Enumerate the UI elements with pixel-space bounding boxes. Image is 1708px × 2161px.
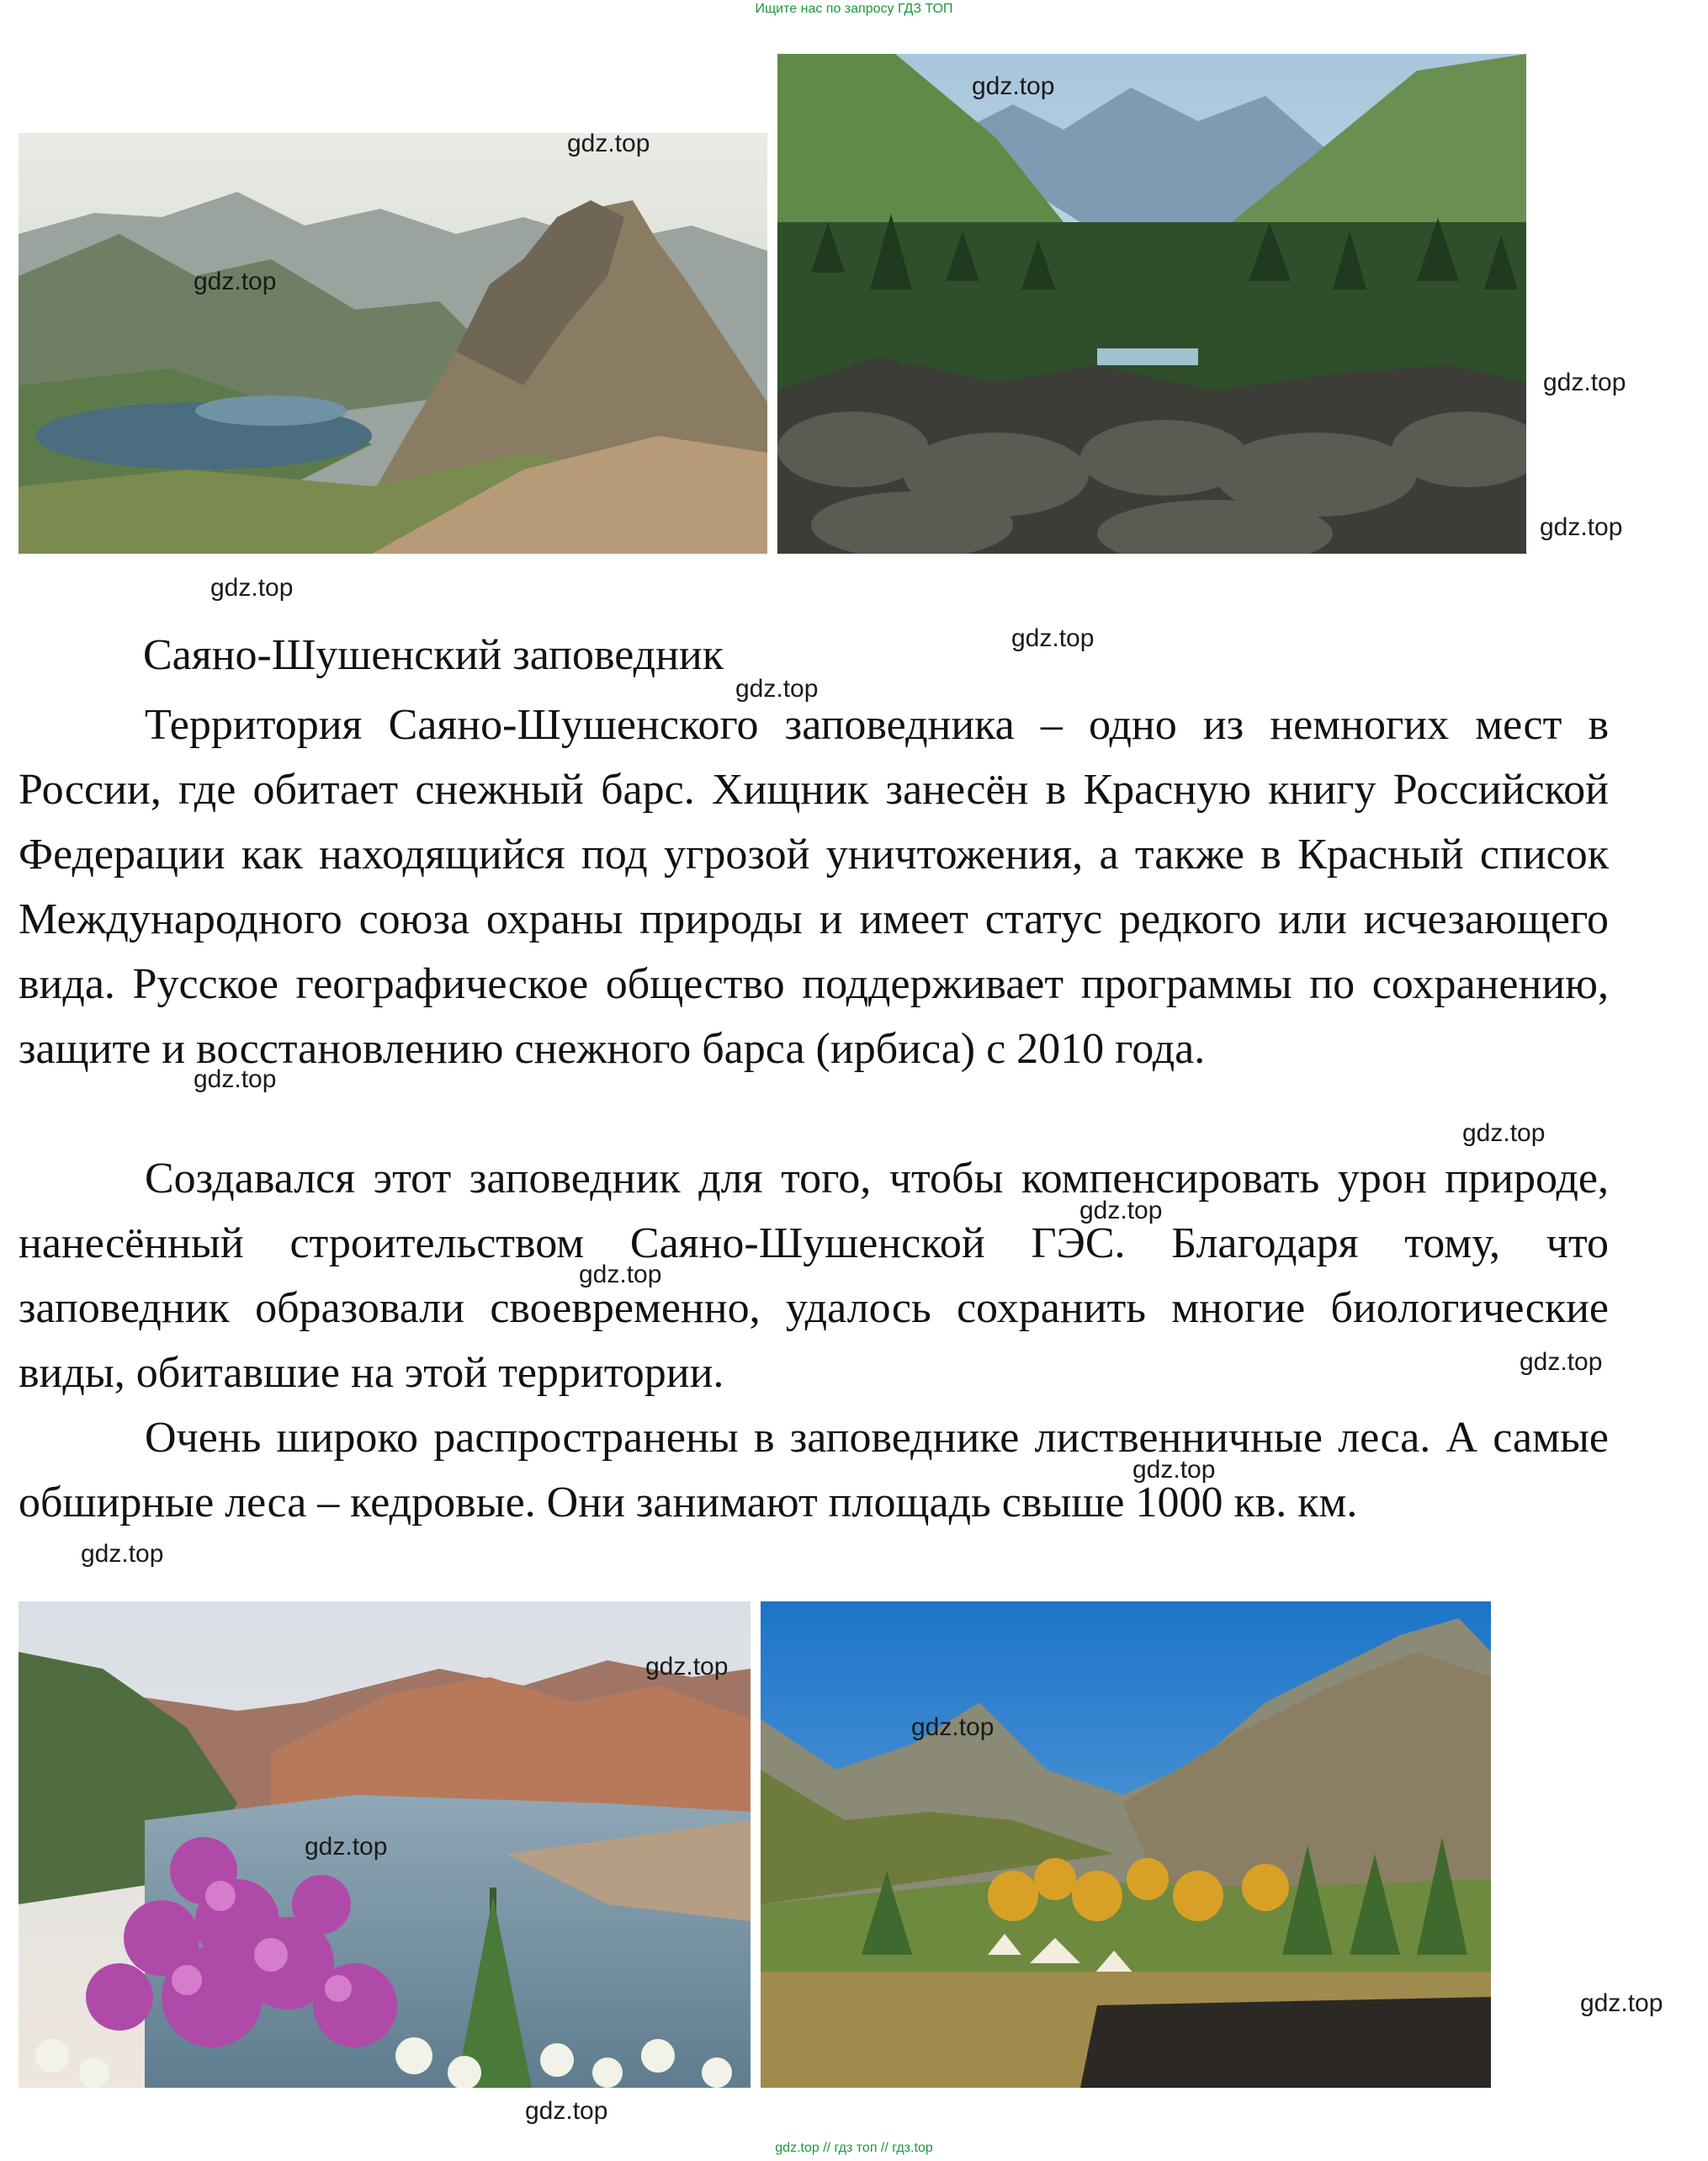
watermark: gdz.top xyxy=(972,72,1055,100)
watermark: gdz.top xyxy=(1543,369,1626,396)
autumn-valley-huts-photo xyxy=(761,1601,1491,2088)
watermark: gdz.top xyxy=(645,1653,729,1680)
mountain-lake-rocks-photo xyxy=(19,130,767,554)
watermark: gdz.top xyxy=(1520,1348,1603,1376)
watermark: gdz.top xyxy=(210,574,294,602)
watermark: gdz.top xyxy=(579,1261,662,1288)
bottom-banner[interactable]: gdz.top // гдз топ // гдз.top xyxy=(775,2141,933,2155)
forest-valley-boulders-photo xyxy=(777,54,1526,554)
watermark: gdz.top xyxy=(1580,1989,1663,2017)
paragraph-snow-leopard: Территория Саяно-Шушенского заповедника – одно из немногих мест в России, где обитает снежный барс. Хищник занесён в Красную книгу Российской Федерации как находящийся под угрозой уничтожения, а также в Красный список Международного союза охраны природы и имеет статус редкого или исчезающего вида. Русское географическое общество поддерживает программы по сохранению, защите и восстановлению снежного барса (ирбиса) с 2010 года. xyxy=(19,701,1609,1073)
watermark: gdz.top xyxy=(1462,1119,1546,1147)
watermark: gdz.top xyxy=(911,1713,995,1741)
article-title: Саяно-Шушенский заповедник xyxy=(143,631,724,679)
watermark: gdz.top xyxy=(305,1833,388,1861)
top-banner[interactable]: Ищите нас по запросу ГДЗ ТОП xyxy=(755,2,953,16)
watermark: gdz.top xyxy=(194,268,277,295)
paragraph-reserve-purpose: Создавался этот заповедник для того, чтобы компенсировать урон природе, нанесённый строительством Саяно-Шушенской ГЭС. Благодаря тому, что заповедник образовали своевременно, удалось сохранить многие биологические виды, обитавшие на этой территории. xyxy=(19,1155,1609,1397)
watermark: gdz.top xyxy=(1132,1456,1216,1484)
watermark: gdz.top xyxy=(1540,513,1623,541)
watermark: gdz.top xyxy=(81,1540,164,1568)
watermark: gdz.top xyxy=(735,675,819,703)
watermark: gdz.top xyxy=(1011,624,1095,652)
watermark: gdz.top xyxy=(1079,1197,1163,1224)
watermark: gdz.top xyxy=(525,2097,608,2125)
watermark: gdz.top xyxy=(567,130,650,157)
paragraph-forests: Очень широко распространены в заповеднике лиственничные леса. А самые обширные леса – кедровые. Они занимают площадь свыше 1000 кв. км. xyxy=(19,1414,1609,1527)
watermark: gdz.top xyxy=(194,1065,277,1093)
